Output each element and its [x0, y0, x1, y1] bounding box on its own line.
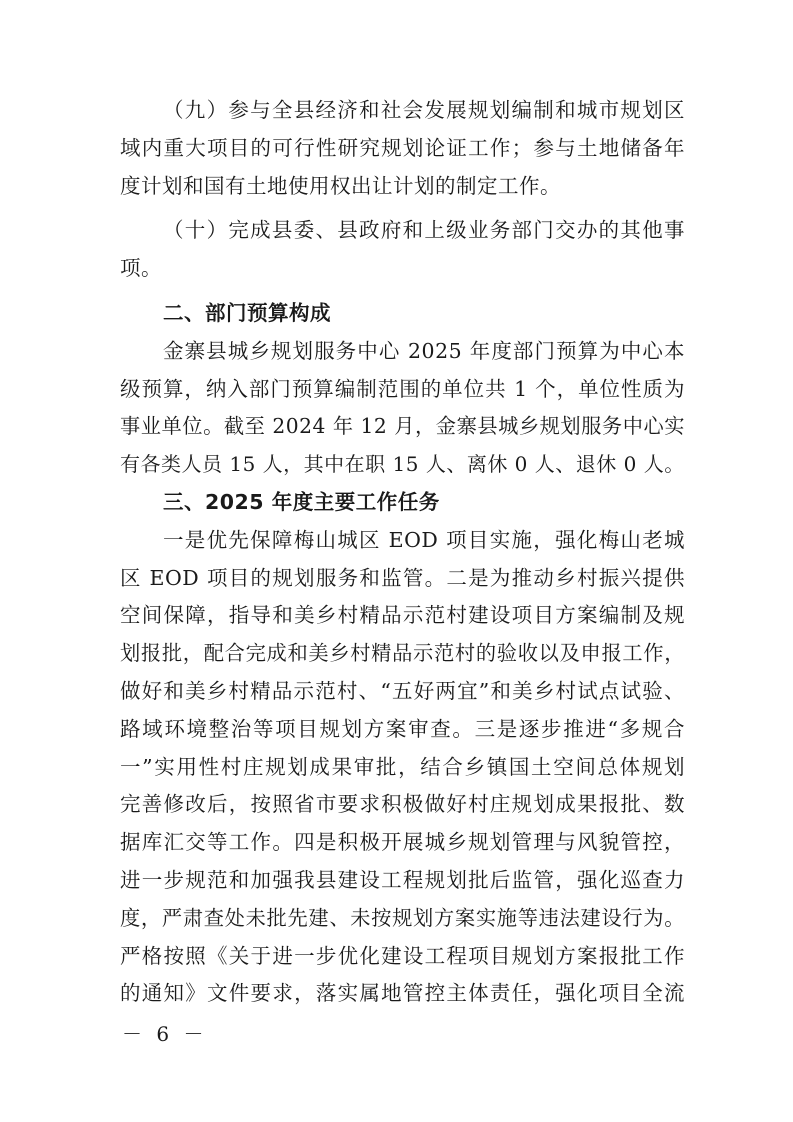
paragraph-line: 事业单位。截至 2024 年 12 月，金寨县城乡规划服务中心实 — [120, 414, 685, 439]
document-body — [120, 92, 685, 1013]
paragraph-line: （九）参与全县经济和社会发展规划编制和城市规划区 — [163, 98, 685, 122]
section-heading-tasks: 三、2025 年度主要工作任务 — [163, 489, 440, 514]
paragraph-line: 项。 — [120, 256, 162, 281]
paragraph-line: 有各类人员 15 人，其中在职 15 人、离休 0 人、退休 0 人。 — [120, 452, 685, 477]
section-heading-budget: 二、部门预算构成 — [163, 300, 331, 325]
paragraph-line: 划报批，配合完成和美乡村精品示范村的验收以及申报工作， — [120, 641, 685, 666]
paragraph-line: 度计划和国有土地使用权出让计划的制定工作。 — [120, 173, 561, 198]
paragraph-line: 一是优先保障梅山城区 EOD 项目实施，强化梅山老城 — [163, 527, 685, 552]
paragraph-line: 做好和美乡村精品示范村、“五好两宜”和美乡村试点试验、 — [120, 678, 685, 703]
paragraph-line: 路域环境整治等项目规划方案审查。三是逐步推进“多规合 — [120, 716, 685, 741]
paragraph-line: 进一步规范和加强我县建设工程规划批后监管，强化巡查力 — [120, 867, 685, 892]
paragraph-line: 据库汇交等工作。四是积极开展城乡规划管理与风貌管控， — [120, 830, 685, 855]
paragraph-line: 严格按照《关于进一步优化建设工程项目规划方案报批工作 — [120, 943, 685, 968]
paragraph-line: 完善修改后，按照省市要求积极做好村庄规划成果报批、数 — [120, 792, 685, 817]
paragraph-line: 域内重大项目的可行性研究规划论证工作；参与土地储备年 — [120, 135, 685, 160]
paragraph-line: （十）完成县委、县政府和上级业务部门交办的其他事 — [163, 218, 685, 243]
paragraph-line: 的通知》文件要求，落实属地管控主体责任，强化项目全流 — [120, 981, 685, 1006]
page-number: － 6 － — [122, 1022, 208, 1046]
paragraph-line: 一”实用性村庄规划成果审批，结合乡镇国土空间总体规划 — [120, 754, 685, 779]
paragraph-line: 区 EOD 项目的规划服务和监管。二是为推动乡村振兴提供 — [120, 565, 685, 590]
paragraph-line: 金寨县城乡规划服务中心 2025 年度部门预算为中心本 — [163, 338, 685, 363]
paragraph-line: 度，严肃查处未批先建、未按规划方案实施等违法建设行为。 — [120, 905, 685, 930]
paragraph-line: 空间保障，指导和美乡村精品示范村建设项目方案编制及规 — [120, 603, 685, 628]
paragraph-line: 级预算，纳入部门预算编制范围的单位共 1 个，单位性质为 — [120, 376, 685, 401]
